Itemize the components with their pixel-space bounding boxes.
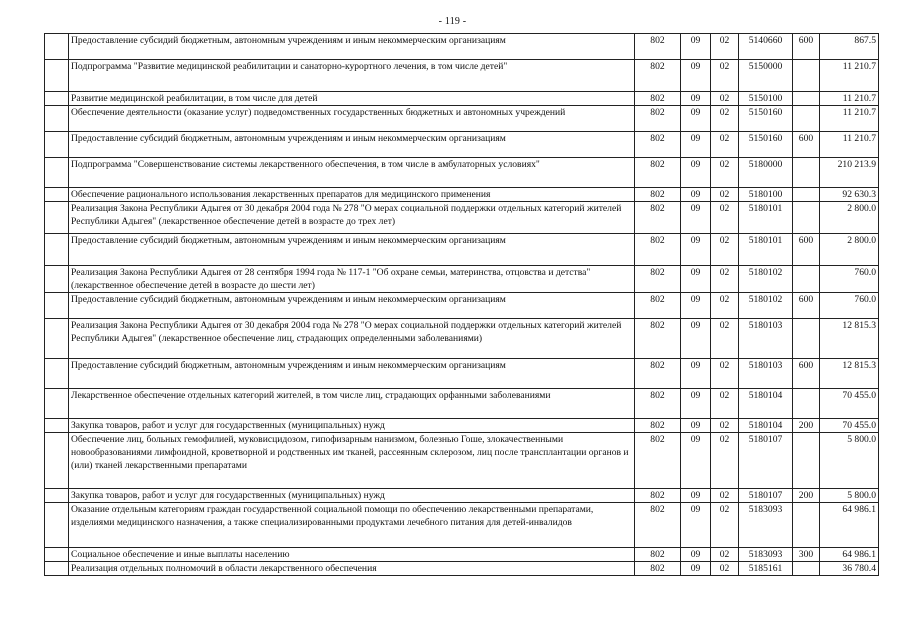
expense-type-cell [793,433,820,489]
expense-type-cell [793,503,820,548]
row-name-cell: Предоставление субсидий бюджетным, автономным учреждениям и иным некоммерческим организациям [69,234,635,266]
target-article-cell: 5183093 [739,503,793,548]
section-code-cell: 09 [681,202,711,234]
row-index-cell [45,548,69,562]
sum-cell: 867.5 [820,34,879,60]
subsection-code-cell: 02 [711,60,739,92]
row-index-cell [45,92,69,106]
ministry-code-cell: 802 [635,489,681,503]
sum-cell: 11 210.7 [820,92,879,106]
expense-type-cell [793,202,820,234]
section-code-cell: 09 [681,562,711,576]
ministry-code-cell: 802 [635,319,681,359]
table-row [45,132,879,158]
target-article-cell: 5180103 [739,359,793,389]
row-name-cell: Обеспечение лиц, больных гемофилией, муковисцидозом, гипофизарным нанизмом, болезнью Гоше, злокачественными новообразованиями лимфоидной, кроветворной и родственных им тканей, рассеянным склерозом, лиц после трансплантации органов и (или) тканей лекарственными препаратами [69,433,635,489]
subsection-code-cell: 02 [711,188,739,202]
section-code-cell: 09 [681,293,711,319]
table-row [45,433,879,489]
row-index-cell [45,503,69,548]
ministry-code-cell: 802 [635,266,681,293]
table-row [45,92,879,106]
subsection-code-cell: 02 [711,234,739,266]
sum-cell: 70 455.0 [820,419,879,433]
section-code-cell: 09 [681,319,711,359]
sum-cell: 760.0 [820,293,879,319]
ministry-code-cell: 802 [635,389,681,419]
row-name-cell: Предоставление субсидий бюджетным, автономным учреждениям и иным некоммерческим организациям [69,293,635,319]
row-index-cell [45,419,69,433]
section-code-cell: 09 [681,433,711,489]
subsection-code-cell: 02 [711,503,739,548]
section-code-cell: 09 [681,359,711,389]
row-name-cell: Закупка товаров, работ и услуг для государственных (муниципальных) нужд [69,489,635,503]
ministry-code-cell: 802 [635,92,681,106]
section-code-cell: 09 [681,489,711,503]
table-row [45,34,879,60]
page-number: - 119 - [438,16,467,27]
ministry-code-cell: 802 [635,419,681,433]
table-row [45,419,879,433]
sum-cell: 70 455.0 [820,389,879,419]
row-name-cell: Предоставление субсидий бюджетным, автономным учреждениям и иным некоммерческим организациям [69,34,635,60]
expense-type-cell [793,389,820,419]
row-index-cell [45,234,69,266]
section-code-cell: 09 [681,34,711,60]
sum-cell: 5 800.0 [820,433,879,489]
ministry-code-cell: 802 [635,503,681,548]
row-name-cell: Подпрограмма "Совершенствование системы лекарственного обеспечения, в том числе в амбулаторных условиях" [69,158,635,188]
target-article-cell: 5150160 [739,106,793,132]
subsection-code-cell: 02 [711,202,739,234]
sum-cell: 92 630.3 [820,188,879,202]
section-code-cell: 09 [681,234,711,266]
subsection-code-cell: 02 [711,562,739,576]
subsection-code-cell: 02 [711,266,739,293]
expense-type-cell [793,106,820,132]
expense-type-cell [793,188,820,202]
ministry-code-cell: 802 [635,188,681,202]
row-index-cell [45,266,69,293]
sum-cell: 2 800.0 [820,234,879,266]
table-row [45,293,879,319]
table-row [45,562,879,576]
table-row [45,188,879,202]
row-name-cell: Предоставление субсидий бюджетным, автономным учреждениям и иным некоммерческим организациям [69,132,635,158]
expense-type-cell [793,92,820,106]
row-index-cell [45,106,69,132]
table-row [45,319,879,359]
target-article-cell: 5180102 [739,293,793,319]
row-name-cell: Реализация отдельных полномочий в области лекарственного обеспечения [69,562,635,576]
target-article-cell: 5180104 [739,389,793,419]
expense-type-cell: 600 [793,34,820,60]
target-article-cell: 5180103 [739,319,793,359]
row-name-cell: Лекарственное обеспечение отдельных категорий жителей, в том числе лиц, страдающих орфанными заболеваниями [69,389,635,419]
subsection-code-cell: 02 [711,389,739,419]
row-index-cell [45,202,69,234]
expense-type-cell [793,266,820,293]
subsection-code-cell: 02 [711,359,739,389]
expense-type-cell: 200 [793,489,820,503]
subsection-code-cell: 02 [711,132,739,158]
row-index-cell [45,359,69,389]
row-index-cell [45,188,69,202]
target-article-cell: 5150000 [739,60,793,92]
section-code-cell: 09 [681,389,711,419]
ministry-code-cell: 802 [635,433,681,489]
ministry-code-cell: 802 [635,562,681,576]
section-code-cell: 09 [681,106,711,132]
sum-cell: 11 210.7 [820,106,879,132]
section-code-cell: 09 [681,503,711,548]
row-name-cell: Реализация Закона Республики Адыгея от 30 декабря 2004 года № 278 "О мерах социальной поддержки отдельных категорий жителей Республики Адыгея" (лекарственное обеспечение детей в возрасте до трех лет) [69,202,635,234]
subsection-code-cell: 02 [711,419,739,433]
target-article-cell: 5180102 [739,266,793,293]
ministry-code-cell: 802 [635,202,681,234]
row-index-cell [45,433,69,489]
row-name-cell: Обеспечение деятельности (оказание услуг) подведомственных государственных бюджетных и автономных учреждений [69,106,635,132]
section-code-cell: 09 [681,548,711,562]
sum-cell: 11 210.7 [820,60,879,92]
subsection-code-cell: 02 [711,433,739,489]
table-row [45,60,879,92]
row-index-cell [45,319,69,359]
ministry-code-cell: 802 [635,132,681,158]
table-row [45,489,879,503]
sum-cell: 210 213.9 [820,158,879,188]
subsection-code-cell: 02 [711,548,739,562]
table-row [45,359,879,389]
row-index-cell [45,132,69,158]
table-row [45,266,879,293]
target-article-cell: 5150160 [739,132,793,158]
ministry-code-cell: 802 [635,60,681,92]
subsection-code-cell: 02 [711,34,739,60]
row-name-cell: Реализация Закона Республики Адыгея от 28 сентября 1994 года № 117-1 "Об охране семьи, материнства, отцовства и детства" (лекарственное обеспечение детей в возрасте до шести лет) [69,266,635,293]
section-code-cell: 09 [681,188,711,202]
section-code-cell: 09 [681,132,711,158]
ministry-code-cell: 802 [635,106,681,132]
subsection-code-cell: 02 [711,319,739,359]
table-row [45,503,879,548]
sum-cell: 64 986.1 [820,503,879,548]
target-article-cell: 5180107 [739,489,793,503]
budget-table-body [45,34,879,576]
expense-type-cell: 300 [793,548,820,562]
expense-type-cell: 600 [793,293,820,319]
row-index-cell [45,389,69,419]
sum-cell: 64 986.1 [820,548,879,562]
row-index-cell [45,60,69,92]
section-code-cell: 09 [681,419,711,433]
row-index-cell [45,489,69,503]
table-row [45,202,879,234]
ministry-code-cell: 802 [635,359,681,389]
section-code-cell: 09 [681,158,711,188]
row-name-cell: Закупка товаров, работ и услуг для государственных (муниципальных) нужд [69,419,635,433]
row-name-cell: Оказание отдельным категориям граждан государственной социальной помощи по обеспечению лекарственными препаратами, изделиями медицинского назначения, а также специализированными продуктами лечебного питания для детей-инвалидов [69,503,635,548]
target-article-cell: 5180000 [739,158,793,188]
section-code-cell: 09 [681,92,711,106]
target-article-cell: 5180101 [739,202,793,234]
table-row [45,106,879,132]
row-index-cell [45,158,69,188]
table-row [45,158,879,188]
expense-type-cell [793,158,820,188]
sum-cell: 5 800.0 [820,489,879,503]
target-article-cell: 5180104 [739,419,793,433]
row-name-cell: Обеспечение рационального использования лекарственных препаратов для медицинского применения [69,188,635,202]
subsection-code-cell: 02 [711,92,739,106]
sum-cell: 11 210.7 [820,132,879,158]
sum-cell: 2 800.0 [820,202,879,234]
row-index-cell [45,34,69,60]
expense-type-cell [793,562,820,576]
row-name-cell: Развитие медицинской реабилитации, в том числе для детей [69,92,635,106]
expense-type-cell: 600 [793,359,820,389]
row-name-cell: Подпрограмма "Развитие медицинской реабилитации и санаторно-курортного лечения, в том числе детей" [69,60,635,92]
table-row [45,548,879,562]
target-article-cell: 5140660 [739,34,793,60]
ministry-code-cell: 802 [635,158,681,188]
sum-cell: 12 815.3 [820,359,879,389]
subsection-code-cell: 02 [711,489,739,503]
section-code-cell: 09 [681,60,711,92]
target-article-cell: 5183093 [739,548,793,562]
sum-cell: 36 780.4 [820,562,879,576]
budget-table [44,33,879,576]
ministry-code-cell: 802 [635,34,681,60]
sum-cell: 12 815.3 [820,319,879,359]
ministry-code-cell: 802 [635,234,681,266]
target-article-cell: 5180100 [739,188,793,202]
expense-type-cell [793,319,820,359]
target-article-cell: 5150100 [739,92,793,106]
expense-type-cell: 600 [793,132,820,158]
ministry-code-cell: 802 [635,548,681,562]
subsection-code-cell: 02 [711,293,739,319]
row-name-cell: Социальное обеспечение и иные выплаты населению [69,548,635,562]
row-name-cell: Реализация Закона Республики Адыгея от 30 декабря 2004 года № 278 "О мерах социальной поддержки отдельных категорий жителей Республики Адыгея" (лекарственное обеспечение лиц, страдающих определенными заболеваниями) [69,319,635,359]
row-index-cell [45,562,69,576]
row-index-cell [45,293,69,319]
row-name-cell: Предоставление субсидий бюджетным, автономным учреждениям и иным некоммерческим организациям [69,359,635,389]
target-article-cell: 5180101 [739,234,793,266]
expense-type-cell: 600 [793,234,820,266]
sum-cell: 760.0 [820,266,879,293]
target-article-cell: 5185161 [739,562,793,576]
table-row [45,389,879,419]
target-article-cell: 5180107 [739,433,793,489]
table-row [45,234,879,266]
section-code-cell: 09 [681,266,711,293]
subsection-code-cell: 02 [711,158,739,188]
expense-type-cell [793,60,820,92]
ministry-code-cell: 802 [635,293,681,319]
expense-type-cell: 200 [793,419,820,433]
subsection-code-cell: 02 [711,106,739,132]
